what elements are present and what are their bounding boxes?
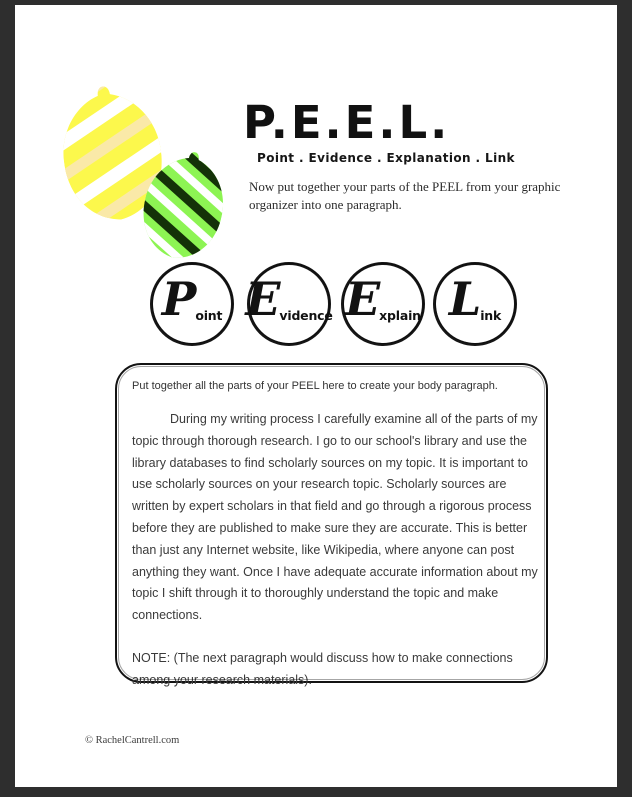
badge-letter: P <box>161 272 197 326</box>
answer-note: NOTE: (The next paragraph would discuss how to make connections among your research materials). <box>132 650 513 687</box>
badge-word: oint <box>195 308 223 323</box>
badge-letter: E <box>345 272 381 326</box>
badge-letter: E <box>245 272 281 326</box>
badge-word: xplain <box>379 308 421 323</box>
worksheet-page <box>15 5 617 787</box>
page-subtitle: Point . Evidence . Explanation . Link <box>257 151 515 166</box>
badge-word: ink <box>480 308 502 323</box>
answer-box-prompt: Put together all the parts of your PEEL here to create your body paragraph. <box>132 380 498 392</box>
copyright-credit: © RachelCantrell.com <box>85 735 180 746</box>
badge-link <box>433 262 517 346</box>
intro-text: Now put together your parts of the PEEL from your graphic organizer into one paragraph. <box>249 179 561 212</box>
page-title: P.E.E.L. <box>243 96 451 149</box>
badge-explain <box>341 262 425 346</box>
paragraph-answer-box <box>115 363 548 687</box>
badge-letter: L <box>448 272 482 326</box>
badge-word: vidence <box>279 308 333 323</box>
header-block <box>243 96 603 213</box>
badge-evidence <box>247 262 331 346</box>
badge-point <box>150 262 234 346</box>
answer-paragraph: During my writing process I carefully examine all of the parts of my topic through thorough research. I go to our school's library and use the library databases to find scholarly sources on my topic. It is important to use scholarly sources on your research topic. Scholarly sources are written by expert scholars in that field and go through a rigorous process before they are published to make sure they are accurate. This is better than just any Internet website, like Wikipedia, where anyone can post anything they want. Once I have adequate accurate information about my topic I shift through it to thoroughly understand the topic and make connections. <box>132 412 538 623</box>
